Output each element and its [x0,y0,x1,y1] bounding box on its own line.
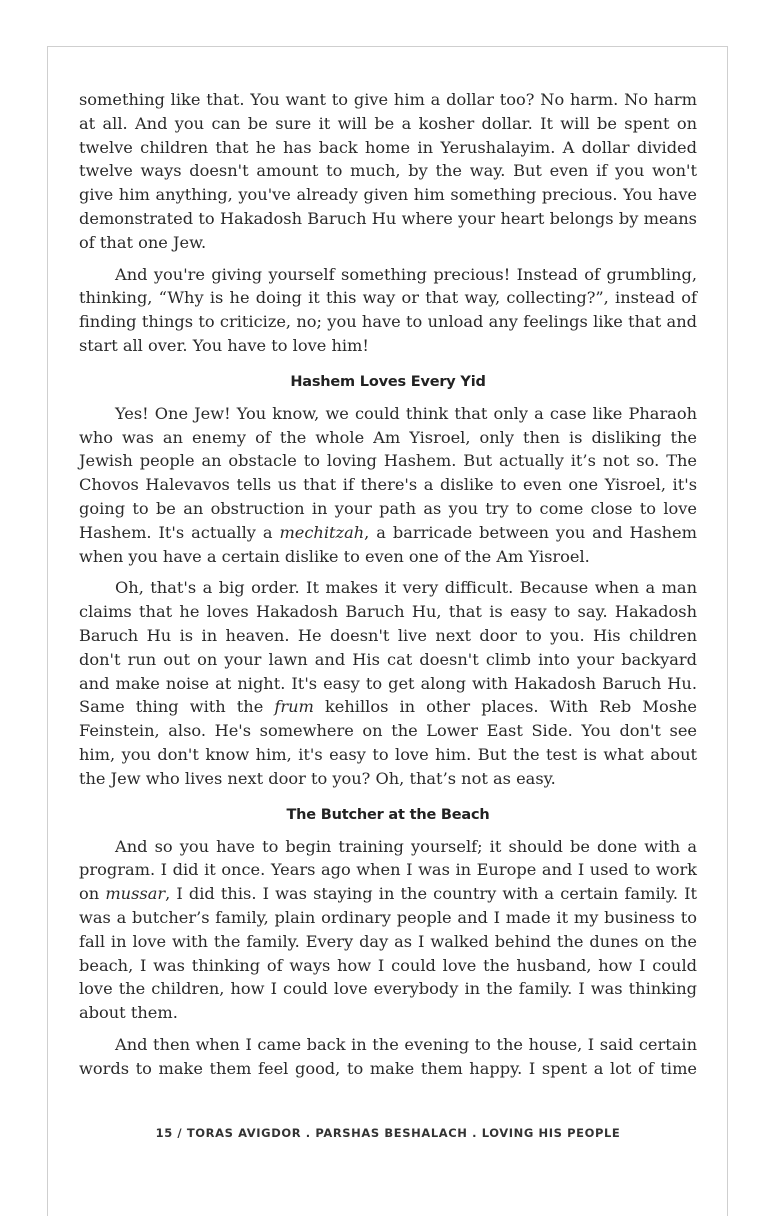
paragraph-4 [79,576,697,790]
paragraph-1: something like that. You want to give him a dollar too? No harm. No harm at all. And you can be sure it will be a kosher dollar. It will be spent on twelve children that he has back home in Yerushalayim. A dollar divided twelve ways doesn't amount to much, by the way. But even if you won't give him anything, you've already given him something precious. You have demonstrated to Hakadosh Baruch Hu where your heart belongs by means of that one Jew. [79,90,697,252]
paragraph-3 [79,402,697,569]
section-heading-hashem-loves: Hashem Loves Every Yid [290,373,486,390]
paragraph-5 [79,835,697,1025]
paragraph-3-start: Yes! One Jew! You know, we could think that only a case like Pharaoh who was an enemy of the whole Am Yisroel, only then is disliking the Jewish people an obstacle to loving Hashem. But actually it’s not so. The Chovos Halevavos tells us that if there's a dislike to even one Yisroel, it's going to be an obstruction in your path as you try to come close to love Hashem. It's actually a [79,403,697,542]
paragraph-5-italic: mussar [105,884,166,904]
section-heading-butcher: The Butcher at the Beach [286,806,490,823]
paragraph-6: And then when I came back in the evening to the house, I said certain words to make them feel good, to make them happy. I spent a lot of time [79,1034,697,1078]
paragraph-3-italic: mechitzah [279,522,365,542]
paragraph-5-end: , I did this. I was staying in the country with a certain family. It was a butcher’s family, plain ordinary people and I made it my business to fall in love with the family. Every day as I walked behind the dunes on the beach, I was thinking of ways how I could love the husband, how I could love the children, how I could love everybody in the family. I was thinking about them. [79,884,697,1023]
paragraph-4-end: kehillos in other places. With Reb Moshe Feinstein, also. He's somewhere on the Lower East Side. You don't see him, you don't know him, it's easy to love him. But the test is what about the Jew who lives next door to you? Oh, that’s not as easy. [79,697,698,788]
paragraph-4-start: Oh, that's a big order. It makes it very difficult. Because when a man claims that he loves Hakadosh Baruch Hu, that is easy to say. Hakadosh Baruch Hu is in heaven. He doesn't live next door to you. His children don't run out on your lawn and His cat doesn't climb into your backyard and make noise at night. It's easy to get along with Hakadosh Baruch Hu. Same thing with the [79,578,697,717]
paragraph-5-start: And so you have to begin training yourself; it should be done with a program. I did it once. Years ago when I was in Europe and I used to work on [79,836,697,904]
paragraph-2: And you're giving yourself something precious! Instead of grumbling, thinking, “Why is he doing it this way or that way, collecting?”, instead of finding things to criticize, no; you have to unload any feelings like that and start all over. You have to love him! [79,264,697,355]
paragraph-3-end: , a barricade between you and Hashem when you have a certain dislike to even one of the Am Yisroel. [79,522,697,566]
page-footer: 15 / TORAS AVIGDOR . PARSHAS BESHALACH . LOVING HIS PEOPLE [155,1126,621,1140]
page-body [79,88,697,1088]
paragraph-4-italic: frum [274,697,314,717]
